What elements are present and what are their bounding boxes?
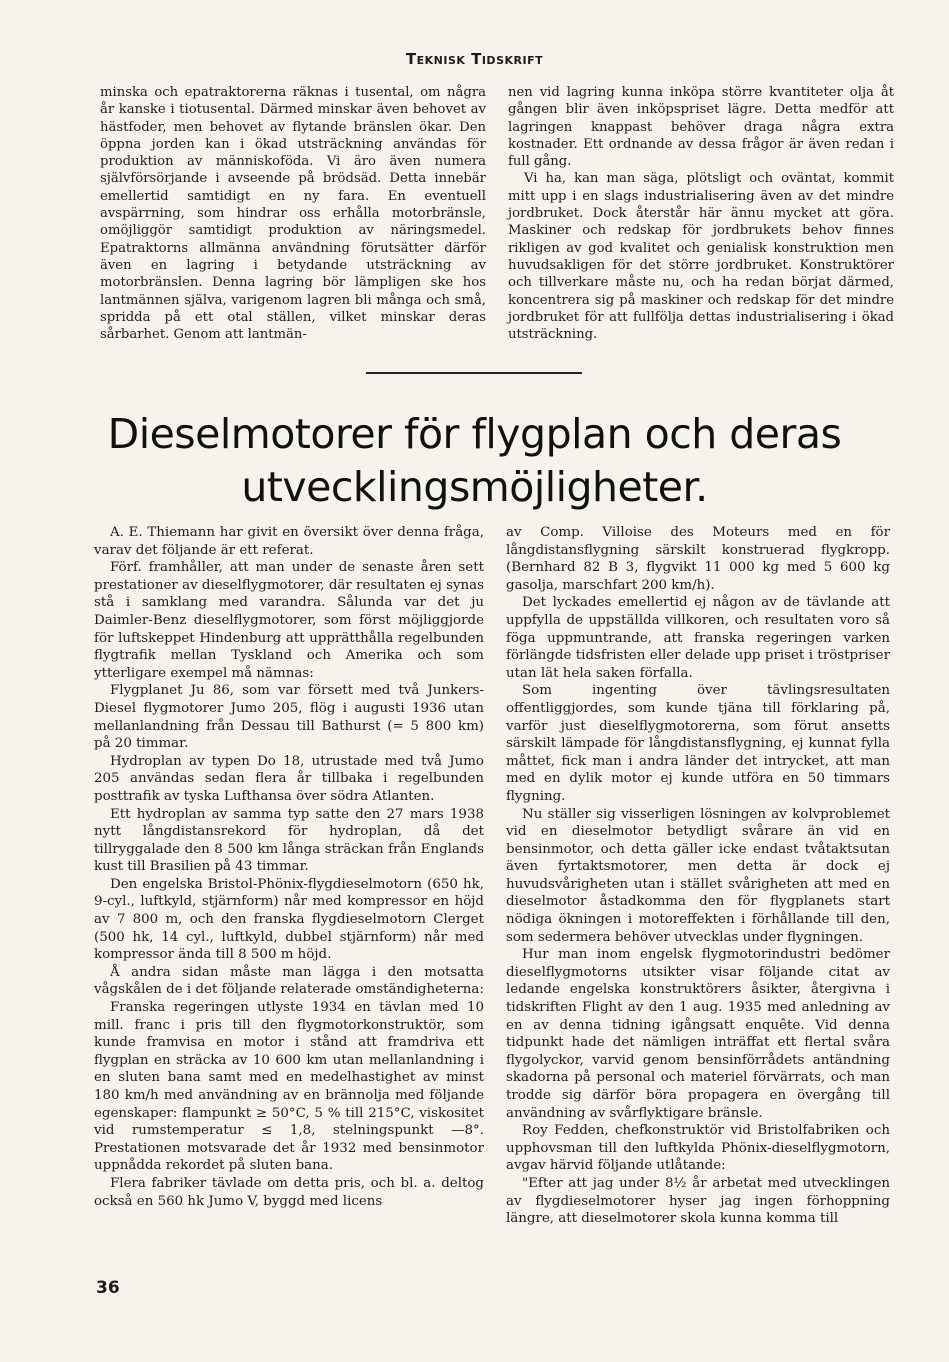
paragraph: av Comp. Villoise des Moteurs med en för långdistansflygning särskilt konstruerad flygkropp. (Bernhard 82 B 3, flygvikt 11 000 kg med 5 600 kg gasolja, marschfart 200 km/h). [506,525,890,593]
page-number: 36 [96,1278,120,1298]
paragraph: Franska regeringen utlyste 1934 en tävlan med 10 mill. franc i pris till den flygmotorkonstruktör, som kunde framvisa en motor i stånd att framdriva ett flygplan en sträcka av 10 600 km utan mellanlandning i en sluten bana samt med en medelhastighet av minst 180 km/h med användning av en brännolja med följande egenskaper: flampunkt ≥ 50°C, 5 % till 215°C, viskositet vid rumstemperatur ≤ 1,8, stelningspunkt —8°. Prestationen motsvarade det år 1932 med bensinmotor uppnådda rekordet på sluten bana. [94,1000,484,1174]
paragraph: Ett hydroplan av samma typ satte den 27 mars 1938 nytt långdistansrekord för hydroplan, då det tillryggalade den 8 500 km långa sträckan från Englands kust till Brasilien på 43 timmar. [94,806,484,875]
paragraph: Det lyckades emellertid ej någon av de tävlande att uppfylla de uppställda villkoren, och resultaten voro så föga uppmuntrande, att franska regeringen varken förlängde tidsfristen eller delade upp priset i tröstpriser utan lät hela saken förfalla. [506,595,890,681]
paragraph: Flygplanet Ju 86, som var försett med två Junkers-Diesel flygmotorer Jumo 205, flög i augusti 1936 utan mellanlandning från Dessau till Bathurst (= 5 800 km) på 20 timmar. [94,683,484,752]
paragraph: Hydroplan av typen Do 18, utrustade med två Jumo 205 användas sedan flera år tillbaka i regelbunden posttrafik av tyska Lufthansa över södra Atlanten. [94,753,484,804]
paragraph: Förf. framhåller, att man under de senaste åren sett prestationer av dieselflygmotorer, där resultaten ej synas stå i samklang med varandra. Sålunda var det ju Daimler-Benz dieselflygmotorer, som först möjliggjorde för luftskeppet Hindenburg att upprätthålla regelbunden flygtrafik mellan Tyskland och Amerika och som ytterligare exempel må nämnas: [94,560,484,681]
paragraph: Å andra sidan måste man lägga i den motsatta vågskålen de i det följande relaterade omständigheterna: [94,964,484,998]
paragraph: Den engelska Bristol-Phönix-flygdieselmotorn (650 hk, 9-cyl., luftkyld, stjärnform) når med kompressor en höjd av 7 800 m, och den franska flygdieselmotorn Clerget (500 hk, 14 cyl., luftkyld, dubbel stjärnform) når med kompressor ända till 8 500 m höjd. [94,876,484,963]
running-header: Teknisk Tidskrift [405,50,544,68]
paragraph: A. E. Thiemann har givit en översikt över denna fråga, varav det följande är ett referat. [94,525,484,558]
paragraph: Flera fabriker tävlade om detta pris, och bl. a. deltog också en 560 hk Jumo V, byggd med licens [94,1175,484,1209]
article-title-line-1: Dieselmotorer för flygplan och deras [107,410,842,458]
top-left-column [100,84,486,343]
paragraph: Nu ställer sig visserligen lösningen av kolvproblemet vid en dieselmotor betydligt svårare än vid en bensinmotor, och detta gäller icke endast tvåtaktsutan även fyrtaktsmotorer, men detta är dock ej huvudsvårigheten utan i stället svårigheten att med en dieselmotor åstadkomma den för flygplanets start nödiga ökningen i motoreffekten i förhållande till den, som sedermera behöver utvecklas under flygningen. [506,806,890,945]
article-title-line-2: utvecklingsmöjligheter. [241,463,708,511]
paragraph: Vi ha, kan man säga, plötsligt och oväntat, kommit mitt upp i en slags industrialisering även av det mindre jordbruket. Dock återstår här ännu mycket att göra. Maskiner och redskap för jordbrukets behov finnes rikligen av god kvalitet och genialisk konstruktion men huvudsakligen för det större jordbruket. Konstruktörer och tillverkare måste nu, och ha redan börjat därmed, koncentrera sig på maskiner och redskap för det mindre jordbruket för att fullfölja dettas industrialisering i ökad utsträckning. [508,171,894,343]
paragraph: Roy Fedden, chefkonstruktör vid Bristolfabriken och upphovsman till den luftkylda Phönix-dieselflygmotorn, avgav härvid följande utlåtande: [506,1123,890,1174]
paragraph: Hur man inom engelsk flygmotorindustri bedömer dieselflygmotorns utsikter visar följande citat av ledande engelska konstruktörers åsikter, återgivna i tidskriften Flight av den 1 aug. 1935 med anledning av en av denna tidning igångsatt enquête. Vid denna tidpunkt hade det nämligen inträffat ett flertal svåra flygolyckor, varvid genom bensinförrådets antändning skadorna på personal och materiel förvärrats, och man trodde sig därför böra propagera en övergång till användning av svårflyktigare bränsle. [506,947,890,1121]
paragraph: Som ingenting över tävlingsresultaten offentliggjordes, som kunde tjäna till förklaring på, varför just dieselflygmotorerna, som förut ansetts särskilt lämpade för långdistansflygning, ej kunnat fylla måttet, fick man i andra länder det intrycket, att man med en dylik motor ej kunde utföra en 50 timmars flygning. [506,683,890,804]
paragraph: "Efter att jag under 8½ år arbetat med utvecklingen av flygdieselmotorer hyser jag ingen förhoppning längre, att dieselmotorer skola kunna komma till [506,1175,890,1227]
section-divider [366,372,582,374]
paragraph: nen vid lagring kunna inköpa större kvantiteter olja åt gången blir även inköpspriset lägre. Detta medför att lagringen knappast behöver draga några extra kostnader. Ett ordnande av dessa frågor är även redan i full gång. [508,85,894,170]
article-title [60,408,889,514]
paragraph: minska och epatraktorerna räknas i tusental, om några år kanske i tiotusental. Därmed minskar även behovet av hästfoder, men behovet av flytande bränslen ökar. Den öppna jorden kan i ökad utsträckning användas för produktion av människoföda. Vi äro även numera självförsörjande i avseende på brödsäd. Detta innebär emellertid samtidigt en ny fara. En eventuell avspärrning, som hindrar oss erhålla motorbränsle, omöjliggör samtidigt produktion av näringsmedel. Epatraktorns allmänna användning förutsätter därför även en lagring i betydande utsträckning av motorbränslen. Denna lagring bör lämpligen ske hos lantmännen själva, varigenom lagren bli många och små, spridda på ett otal ställen, vilket minskar deras sårbarhet. Genom att lantmän- [100,85,486,343]
top-right-column [508,84,894,343]
article-right-column [506,524,890,1228]
article-left-column [94,524,484,1210]
